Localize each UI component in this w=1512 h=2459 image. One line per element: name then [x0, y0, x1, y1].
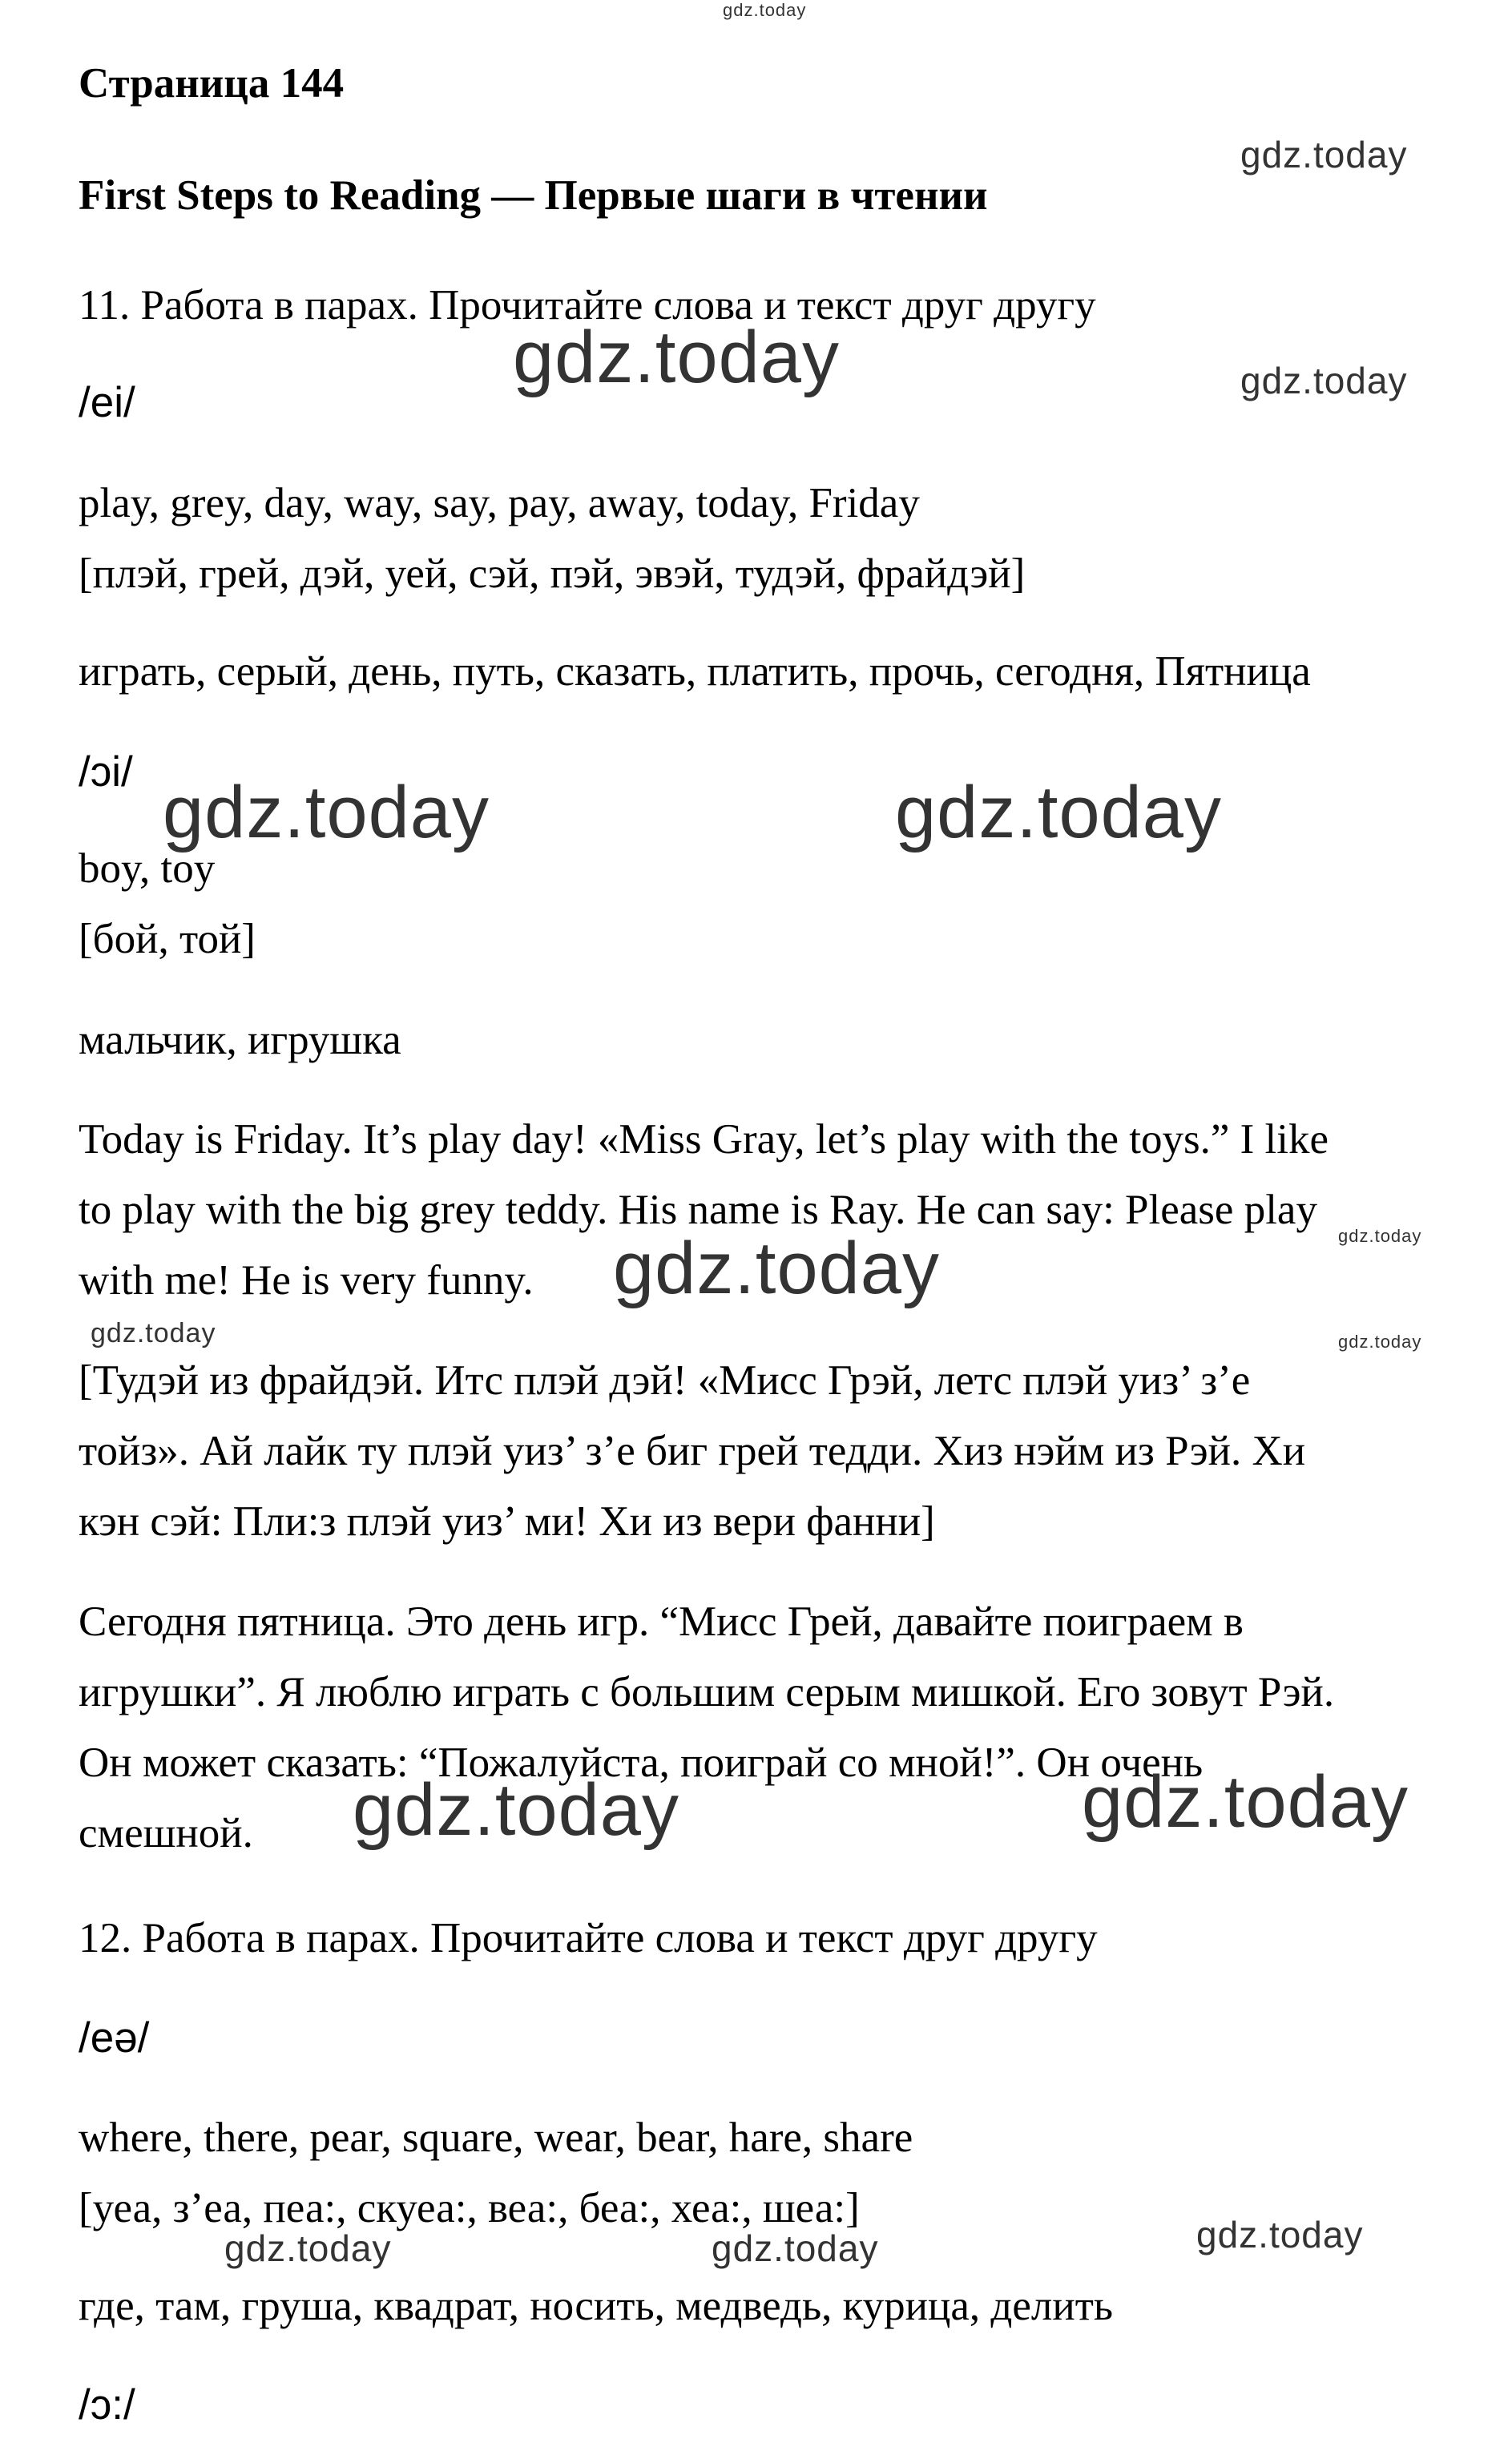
phoneme-ei: /ei/: [79, 379, 135, 426]
watermark: gdz.today: [613, 1227, 940, 1309]
watermark: gdz.today: [723, 0, 807, 20]
watermark: gdz.today: [1338, 1332, 1422, 1352]
oi-translation: мальчик, игрушка: [79, 1017, 401, 1063]
watermark: gdz.today: [895, 772, 1222, 853]
text-ru-line-1: Сегодня пятница. Это день игр. “Мисс Грей, давайте поиграем в: [79, 1598, 1244, 1645]
oi-words: boy, toy: [79, 845, 216, 892]
text-transcription-line-1: [Тудэй из фрайдэй. Итс плэй дэй! «Мисс Грэй, летс плэй уиз’ з’е: [79, 1357, 1251, 1404]
ea-translation: где, там, груша, квадрат, носить, медведь, курица, делить: [79, 2283, 1114, 2329]
watermark: gdz.today: [1196, 2214, 1364, 2255]
phoneme-oi: /ɔi/: [79, 748, 133, 796]
oi-transcription: [бой, той]: [79, 916, 256, 962]
text-en-line-1: Today is Friday. It’s play day! «Miss Gray, let’s play with the toys.” I like: [79, 1116, 1329, 1163]
text-transcription-line-3: кэн сэй: Пли:з плэй уиз’ ми! Хи из вери фанни]: [79, 1498, 935, 1545]
watermark: gdz.today: [712, 2227, 879, 2269]
text-transcription-line-2: тойз». Ай лайк ту плэй уиз’ з’е биг грей тедди. Хиз нэйм из Рэй. Хи: [79, 1428, 1306, 1474]
text-ru-line-3: Он может сказать: “Пожалуйста, поиграй со мной!”. Он очень: [79, 1739, 1204, 1786]
watermark: gdz.today: [1082, 1761, 1409, 1843]
ei-transcription: [плэй, грей, дэй, уей, сэй, пэй, эвэй, тудэй, фрайдэй]: [79, 550, 1026, 597]
watermark: gdz.today: [1240, 134, 1408, 175]
ei-words: play, grey, day, way, say, pay, away, today, Friday: [79, 480, 920, 526]
text-ru-line-2: игрушки”. Я люблю играть с большим серым мишкой. Его зовут Рэй.: [79, 1669, 1335, 1715]
task-11-heading: 11. Работа в парах. Прочитайте слова и текст друг другу: [79, 282, 1096, 329]
watermark: gdz.today: [513, 316, 840, 398]
watermark: gdz.today: [1240, 360, 1408, 401]
ea-transcription: [уеа, з’еа, пеа:, скуеа:, веа:, беа:, хеа:, шеа:]: [79, 2185, 860, 2231]
watermark: gdz.today: [353, 1769, 679, 1851]
watermark: gdz.today: [163, 772, 490, 853]
page-title: Страница 144: [79, 60, 345, 107]
phoneme-ea: /eə/: [79, 2014, 150, 2062]
ea-words: where, there, pear, square, wear, bear, hare, share: [79, 2114, 913, 2161]
section-title: First Steps to Reading — Первые шаги в чтении: [79, 172, 988, 219]
task-12-heading: 12. Работа в парах. Прочитайте слова и текст друг другу: [79, 1915, 1098, 1961]
ei-translation: играть, серый, день, путь, сказать, платить, прочь, сегодня, Пятница: [79, 648, 1311, 695]
text-ru-line-4: смешной.: [79, 1810, 253, 1856]
text-en-line-2: to play with the big grey teddy. His name is Ray. He can say: Please play: [79, 1187, 1317, 1233]
text-en-line-3: with me! He is very funny.: [79, 1257, 534, 1304]
watermark: gdz.today: [224, 2227, 392, 2269]
watermark: gdz.today: [91, 1318, 216, 1348]
phoneme-o-long: /ɔ:/: [79, 2381, 135, 2429]
watermark: gdz.today: [1338, 1226, 1422, 1246]
